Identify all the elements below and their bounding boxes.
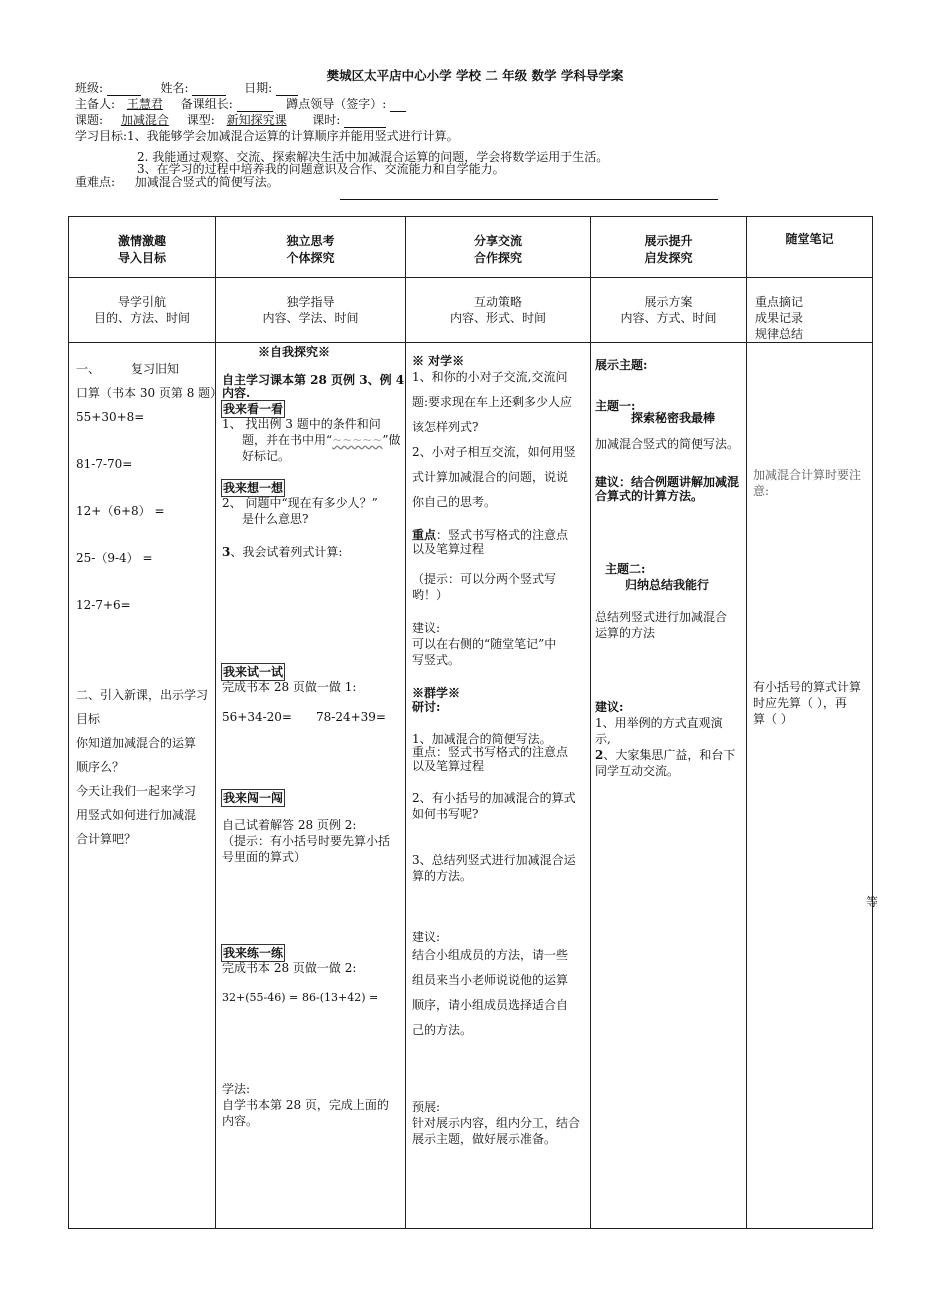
info-line-2 (75, 97, 406, 112)
self-explore-title: ※自我探究※ (258, 345, 331, 359)
theme-1-label: 主题一: (595, 399, 636, 413)
difficulty-value: 加减混合竖式的简便写法。 (134, 175, 279, 189)
try-line-1: 完成书本 28 页做一做 1: (222, 680, 357, 694)
new-lesson-line-1: 二、引入新课，出示学习 (76, 688, 209, 702)
try-expression-2: 78-24+39= (316, 710, 386, 724)
group-line-1: 1、加减混合的简便写法。 (412, 732, 552, 746)
look-line-3: 好标记。 (242, 449, 291, 463)
practice-expression-2: 86-(13+42) = (302, 991, 379, 1004)
difficulty-line (75, 175, 279, 190)
practice-expression-1: 32+(55-46) = (222, 991, 299, 1004)
group-study-title: ※群学※ (412, 686, 461, 700)
period-label: 课时: (312, 113, 341, 127)
goal-1: 1、我能够学会加减混合运算的计算顺序并能用竖式进行计算。 (127, 129, 459, 143)
expression-3: 12+（6+8） = (76, 504, 165, 518)
preview-label: 预展: (412, 1100, 441, 1114)
date-label: 日期: (244, 81, 273, 95)
goal-3: 3、在学习的过程中培养我的问题意识及合作、交流能力和自学能力。 (137, 162, 505, 176)
dare-line-2: （提示：有小括号时要先算小括 (222, 834, 391, 848)
date-field[interactable] (276, 83, 298, 96)
suggestion2-line-3: 顺序，请小组成员选择适合自 (412, 998, 569, 1012)
suggestion2-line-1: 结合小组成员的方法，请一些 (412, 948, 569, 962)
goals-label: 学习目标: (75, 129, 128, 143)
theme-1-suggest-2: 合算式的计算方法。 (595, 489, 704, 503)
margin-character: 等 (866, 895, 879, 909)
content-cell-independent (216, 343, 406, 1229)
hint-line-1: （提示：可以分两个竖式写 (412, 572, 557, 586)
think-line-2: 是什么意思? (242, 512, 309, 526)
new-lesson-line-4: 顺序么？ (76, 760, 125, 774)
pair-line-5: 式计算加减混合的问题，说说 (412, 470, 569, 484)
key-line-2: 以及笔算过程 (412, 542, 485, 556)
method-label: 学法: (222, 1082, 251, 1096)
type-label: 课型: (186, 113, 215, 127)
new-lesson-line-6: 用竖式如何进行加减混 (76, 808, 197, 822)
class-field[interactable] (107, 83, 141, 96)
new-lesson-line-7: 合计算吧？ (76, 832, 137, 846)
method-line-2: 内容。 (222, 1114, 259, 1128)
header-cell-4: 展示提升 启发探究 (591, 217, 747, 278)
header-row (69, 217, 873, 278)
try-expression-1: 56+34-20= (222, 710, 292, 724)
type-value: 新知探究课 (226, 113, 287, 127)
review-sub: 口算（书本 30 页第 8 题） (76, 386, 223, 400)
suggestion-label: 建议: (412, 621, 441, 635)
new-lesson-line-2: 目标 (76, 712, 101, 726)
group-line-4: 2、有小括号的加减混合的算式 (412, 791, 576, 805)
theme-2-title: 归纳总结我能行 (625, 578, 710, 592)
showcase-suggest-3: 2、大家集思广益，和台下 (595, 748, 736, 762)
header-cell-2: 独立思考 个体探究 (216, 217, 406, 278)
theme-label: 展示主题: (595, 358, 648, 372)
review-number: 一、 (76, 362, 101, 376)
look-line-2: 题，并在书中用“~~~~~”做 (242, 433, 401, 447)
showcase-suggest-2: 示, (595, 732, 611, 746)
review-title: 复习旧知 (131, 362, 180, 376)
hint-line-2: 哟！） (412, 588, 449, 602)
pair-line-2: 题:要求现在车上还剩多少人应 (412, 395, 573, 409)
group-line-2: 重点：竖式书写格式的注意点 (412, 745, 569, 759)
showcase-suggest-4: 同学互动交流。 (595, 764, 680, 778)
pair-line-6: 你自己的思考。 (412, 495, 497, 509)
topic-label: 课题: (75, 113, 104, 127)
separator-line (340, 199, 718, 200)
think-heading: 我来想一想 (223, 481, 284, 495)
content-cell-notes (747, 343, 873, 1229)
goal-2: 2. 我能通过观察、交流、探索解决生活中加减混合运算的问题，学会将数学运用于生活。 (137, 150, 609, 164)
think-line-3: 3、我会试着列式计算: (222, 545, 343, 559)
pair-study-title: ※ 对学※ (412, 354, 465, 368)
header-cell-1: 激情激趣 导入目标 (69, 217, 216, 278)
group-line-6: 3、总结列竖式进行加减混合运 (412, 853, 576, 867)
note-2-line-3: 算（ ） (753, 712, 793, 726)
subheader-cell-4: 展示方案 内容、方式、时间 (591, 278, 747, 343)
info-line-3 (75, 113, 386, 128)
goals-line-1 (75, 129, 459, 144)
suggestion-line-2: 写竖式。 (412, 653, 461, 667)
content-cell-showcase (591, 343, 747, 1229)
subheader-cell-3: 互动策略 内容、形式、时间 (406, 278, 591, 343)
preparer-label: 主备人: (75, 97, 116, 111)
subheader-row (69, 278, 873, 343)
subheader-cell-1: 导学引航 目的、方法、时间 (69, 278, 216, 343)
preparer-value: 王慧君 (126, 97, 163, 111)
page-title: 樊城区太平店中心小学 学校 二 年级 数学 学科导学案 (326, 68, 624, 83)
content-cell-intro (69, 343, 223, 1229)
suggestion2-line-2: 组员来当小老师说说他的运算 (412, 973, 569, 987)
header-cell-5: 随堂笔记 (747, 217, 873, 278)
theme-1-title: 探索秘密我最棒 (631, 411, 716, 425)
theme-2-desc-1: 总结列竖式进行加减混合 (595, 610, 728, 624)
look-line-1: 1、 找出例 3 题中的条件和问 (222, 417, 381, 431)
note-2-line-2: 时应先算（ ），再 (753, 696, 847, 710)
leader-sign-field[interactable] (390, 99, 406, 112)
method-line-1: 自学书本第 28 页，完成上面的 (222, 1098, 389, 1112)
class-label: 班级: (75, 81, 104, 95)
key-line-1: 重点：竖式书写格式的注意点 (412, 528, 569, 542)
difficulty-label: 重难点: (75, 175, 116, 189)
suggestion2-line-4: 己的方法。 (412, 1023, 473, 1037)
pair-line-4: 2、小对子相互交流，如何用竖 (412, 445, 576, 459)
name-label: 姓名: (160, 81, 189, 95)
suggestion-line-1: 可以在右侧的“随堂笔记”中 (412, 637, 557, 651)
pair-line-1: 1、和你的小对子交流,交流问 (412, 370, 568, 384)
period-field[interactable] (344, 115, 386, 128)
note-2-line-1: 有小括号的算式计算 (753, 680, 862, 694)
expression-4: 25-（9-4） = (76, 551, 153, 565)
theme-1-suggest-1: 建议：结合例题讲解加减混 (595, 475, 740, 489)
pair-line-3: 该怎样列式? (412, 420, 479, 434)
expression-5: 12-7+6= (76, 598, 131, 612)
self-study-intro-2: 内容. (222, 386, 251, 400)
theme-1-desc: 加减混合竖式的简便写法。 (595, 437, 740, 451)
think-line-1: 2、 问题中“现在有多少人？” (222, 496, 378, 510)
group-leader-label: 备课组长: (180, 97, 233, 111)
showcase-suggest-1: 1、用举例的方式直观演 (595, 716, 723, 730)
theme-2-label: 主题二: (605, 562, 646, 576)
study-plan-table (68, 216, 873, 1229)
showcase-suggest-label: 建议: (595, 700, 624, 714)
expression-2: 81-7-70= (76, 457, 133, 471)
dare-line-1: 自己试着解答 28 页例 2: (222, 818, 357, 832)
header-cell-3: 分享交流 合作探究 (406, 217, 591, 278)
wavy-line-mark: ~~~~~ (332, 433, 383, 447)
subheader-cell-5: 重点摘记 成果记录 规律总结 (747, 278, 873, 343)
topic-value: 加减混合 (120, 113, 169, 127)
look-heading: 我来看一看 (223, 402, 284, 416)
group-line-5: 如何书写呢? (412, 807, 479, 821)
group-line-3: 以及笔算过程 (412, 759, 485, 773)
self-study-intro-1: 自主学习课本第 28 页例 3、例 4 (222, 373, 405, 387)
group-study-sub: 研讨: (412, 700, 441, 714)
subheader-cell-2: 独学指导 内容、学法、时间 (216, 278, 406, 343)
group-leader-field[interactable] (237, 99, 273, 112)
preview-line-2: 展示主题，做好展示准备。 (412, 1132, 557, 1146)
new-lesson-line-3: 你知道加减混合的运算 (76, 736, 197, 750)
try-heading: 我来试一试 (223, 665, 284, 679)
practice-line-1: 完成书本 28 页做一做 2: (222, 961, 357, 975)
suggestion2-label: 建议: (412, 930, 441, 944)
dare-line-3: 号里面的算式） (222, 850, 307, 864)
expression-1: 55+30+8= (76, 410, 145, 424)
note-1-line-2: 意: (753, 484, 770, 498)
content-cell-share (406, 343, 591, 1229)
preview-line-1: 针对展示内容，组内分工，结合 (412, 1116, 581, 1130)
content-row (69, 343, 873, 1229)
leader-sign-label: 蹲点领导（签字）: (286, 97, 387, 111)
new-lesson-line-5: 今天让我们一起来学习 (76, 784, 197, 798)
note-1-line-1: 加减混合计算时要注 (753, 468, 862, 482)
practice-heading: 我来练一练 (223, 946, 284, 960)
name-field[interactable] (192, 83, 226, 96)
group-line-7: 算的方法。 (412, 869, 473, 883)
dare-heading: 我来闯一闯 (223, 791, 284, 805)
theme-2-desc-2: 运算的方法 (595, 626, 656, 640)
info-line-1 (75, 81, 298, 96)
